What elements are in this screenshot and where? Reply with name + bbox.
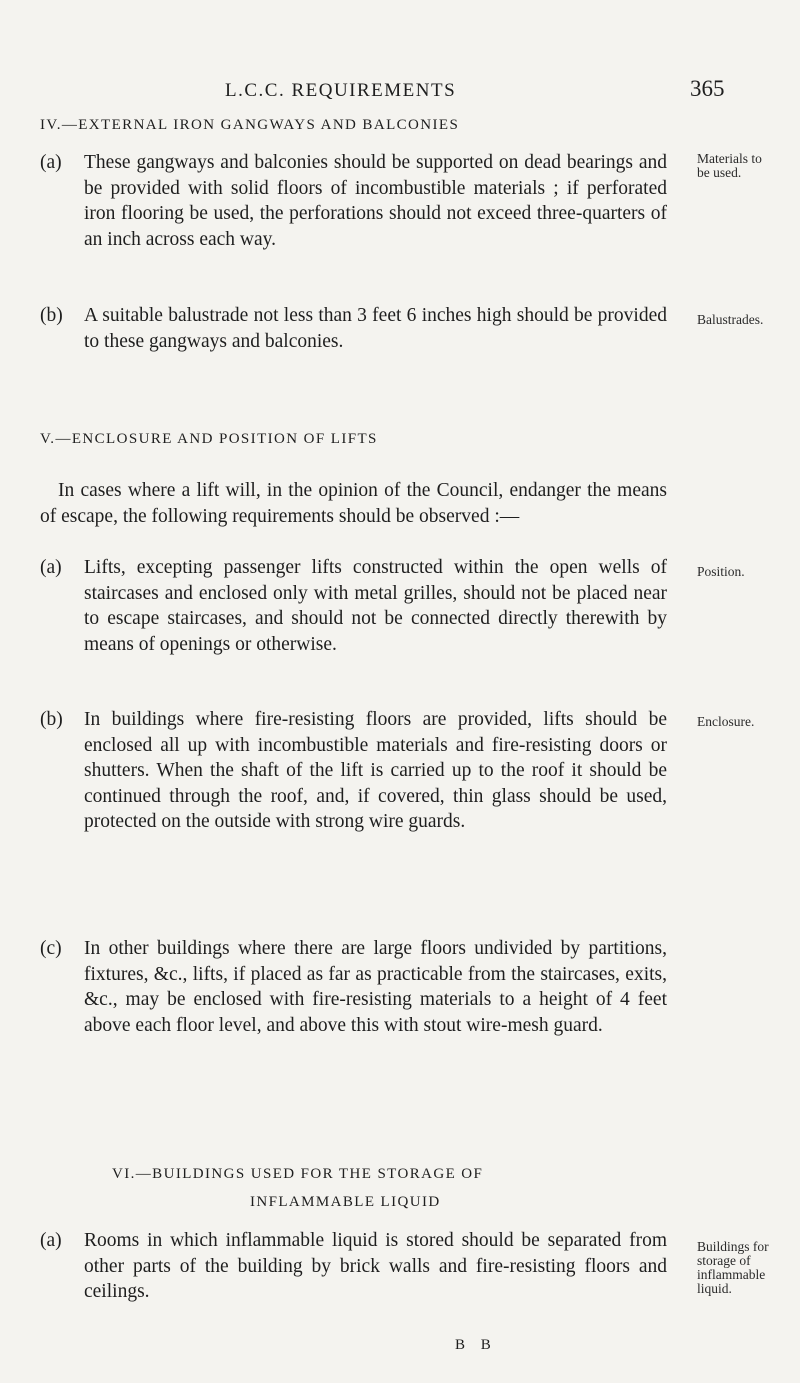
paragraph-text: A suitable balustrade not less than 3 feet 6 inches high should be provided to these gangways and balconies. <box>84 305 667 352</box>
margin-note-enclosure: Enclosure. <box>697 714 755 729</box>
paragraph-text: In buildings where fire-resisting floors are provided, lifts should be enclosed all up with incombustible materials and fire-resisting doors or shutters. When the shaft of the lift is carried up to the roof it should be continued through the roof, and, if covered, thin glass should be used, protected on the outside with strong wire guards. <box>84 709 667 832</box>
paragraph-vi-a <box>40 1228 667 1305</box>
item-label: (b) <box>40 709 63 730</box>
margin-note-position: Position. <box>697 564 745 579</box>
item-label: (a) <box>40 1230 62 1251</box>
running-head: L.C.C. REQUIREMENTS <box>225 80 457 101</box>
section-heading-v: V.—ENCLOSURE AND POSITION OF LIFTS <box>40 431 378 447</box>
paragraph-v-a <box>40 555 667 657</box>
paragraph-v-b <box>40 707 667 835</box>
item-label: (b) <box>40 305 63 326</box>
page-number: 365 <box>690 76 725 101</box>
paragraph-text: Rooms in which inflammable liquid is stored should be separated from other parts of the building by brick walls and fire-resisting floors and ceilings. <box>84 1230 667 1302</box>
section-v-intro: In cases where a lift will, in the opinion of the Council, endanger the means of escape, the following requirements should be observed :— <box>40 480 667 527</box>
paragraph-v-c <box>40 936 667 1038</box>
item-label: (c) <box>40 938 62 959</box>
margin-note-buildings-storage: Buildings for storage of inflammable liquid. <box>697 1239 769 1296</box>
paragraph-text: In other buildings where there are large floors undivided by partitions, fixtures, &c., lifts, if placed as far as practicable from the staircases, exits, &c., may be enclosed with fire-resisting materials to a height of 4 feet above each floor level, and above this with stout wire-mesh guard. <box>84 938 667 1036</box>
margin-note-balustrades: Balustrades. <box>697 312 764 327</box>
paragraph-text: Lifts, excepting passenger lifts constructed within the open wells of staircases and enclosed only with metal grilles, should not be placed near to escape staircases, and should not be connected directly therewith by means of openings or otherwise. <box>84 557 667 655</box>
paragraph-iv-b <box>40 303 667 354</box>
paragraph-text: These gangways and balconies should be supported on dead bearings and be provided with solid floors of incombustible materials ; if perforated iron flooring be used, the perforations should not exceed three-quarters of an inch across each way. <box>84 152 667 250</box>
section-heading-vi-line1: VI.—BUILDINGS USED FOR THE STORAGE OF <box>112 1166 484 1182</box>
paragraph-iv-a <box>40 150 667 252</box>
section-heading-iv: IV.—EXTERNAL IRON GANGWAYS AND BALCONIES <box>40 117 460 133</box>
item-label: (a) <box>40 557 62 578</box>
section-heading-vi-line2: INFLAMMABLE LIQUID <box>250 1194 441 1210</box>
signature-mark: B B <box>455 1337 497 1353</box>
margin-note-materials: Materials to be used. <box>697 151 762 180</box>
item-label: (a) <box>40 152 62 173</box>
